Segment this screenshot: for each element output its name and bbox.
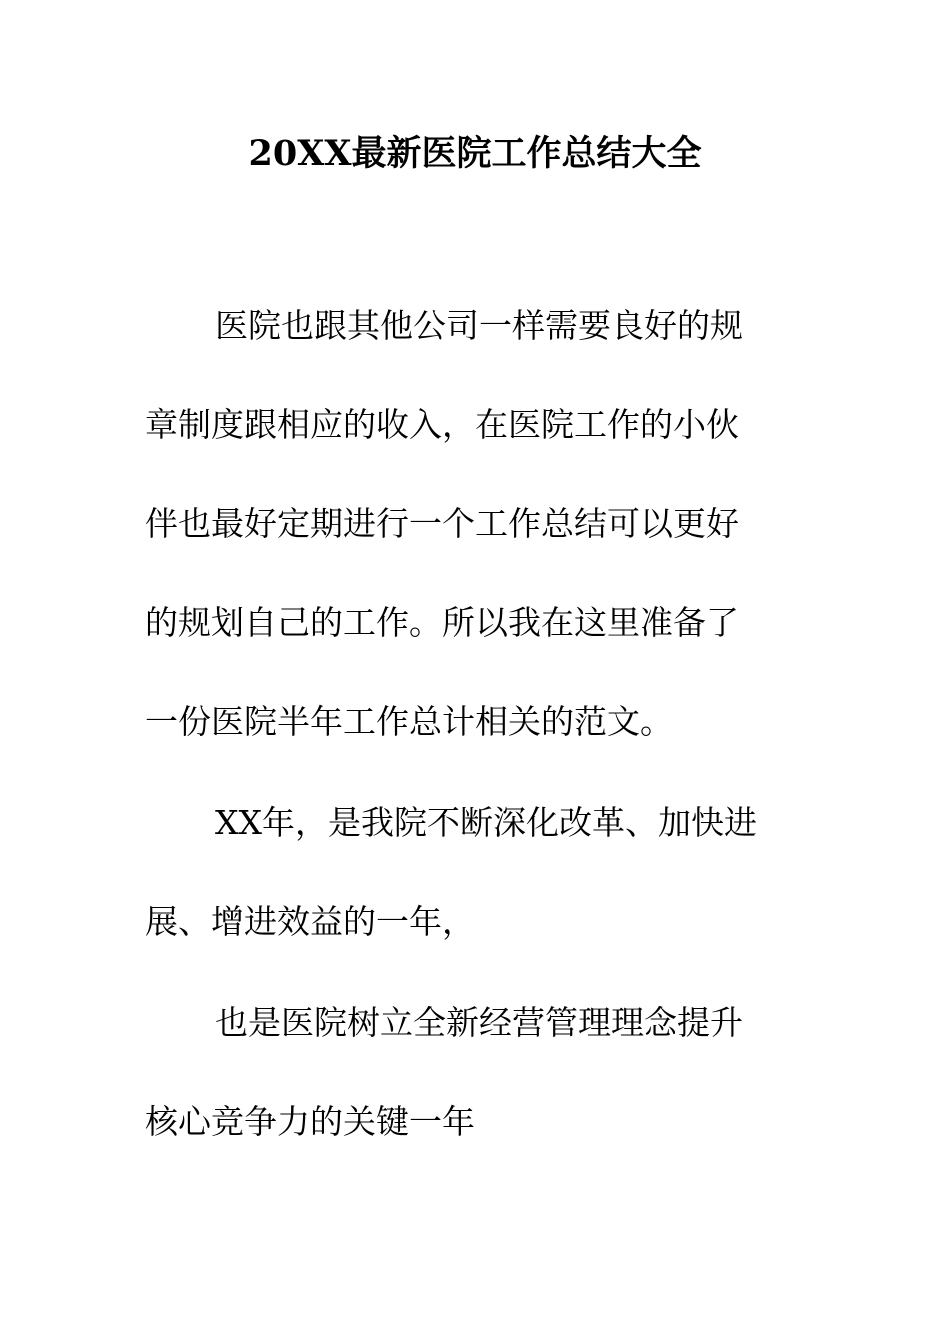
paragraph-2-line-2: 展、增进效益的一年，	[145, 902, 475, 941]
paragraph-1-line-2: 章制度跟相应的收入，在医院工作的小伙	[145, 405, 739, 444]
paragraph-3-line-1: 也是医院树立全新经营管理理念提升	[215, 1003, 743, 1042]
paragraph-1-line-1: 医院也跟其他公司一样需要良好的规	[215, 306, 743, 345]
document-title: 20XX最新医院工作总结大全	[248, 133, 702, 174]
paragraph-1-line-5: 一份医院半年工作总计相关的范文。	[145, 702, 673, 741]
paragraph-1-line-4: 的规划自己的工作。所以我在这里准备了	[145, 603, 739, 642]
paragraph-3-line-2: 核心竞争力的关键一年	[145, 1102, 475, 1141]
paragraph-2-line-1: XX年，是我院不断深化改革、加快进	[215, 803, 757, 842]
paragraph-1-line-3: 伴也最好定期进行一个工作总结可以更好	[145, 504, 739, 543]
